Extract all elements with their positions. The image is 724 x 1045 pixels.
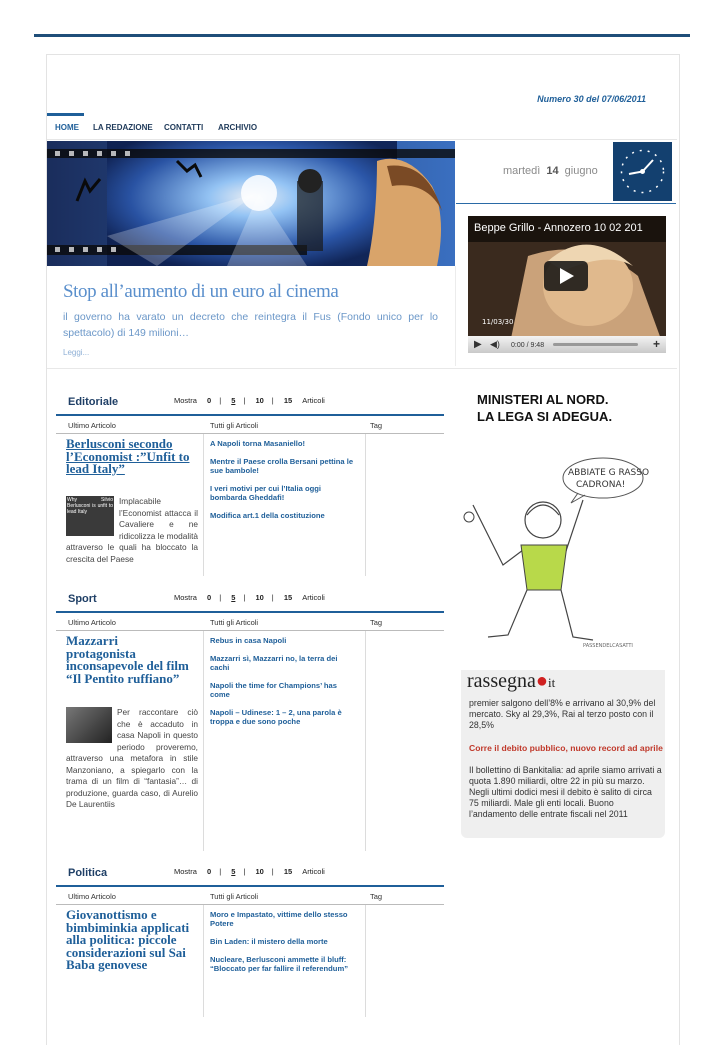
- show-option-5[interactable]: 5: [231, 593, 236, 602]
- article-link[interactable]: Modifica art.1 della costituzione: [210, 511, 325, 520]
- cartoon-title-line: LA LEGA SI ADEGUA.: [477, 409, 613, 424]
- show-option-0[interactable]: 0: [207, 593, 212, 602]
- date-weekday: martedì: [503, 165, 541, 177]
- nav-archivio[interactable]: ARCHIVIO: [218, 123, 258, 132]
- svg-text:11/03/30: 11/03/30: [482, 318, 514, 326]
- section-sport: [56, 583, 448, 855]
- feature-summary: il governo ha varato un decreto che reintegra il Fus (Fondo unico per lo spettacolo) di 149 milioni…: [63, 311, 438, 339]
- article-links: [210, 910, 358, 982]
- section-rule: [56, 414, 444, 416]
- cartoon-title-line: MINISTERI AL NORD.: [477, 392, 609, 407]
- video-time: 0:00 / 9:48: [511, 342, 545, 349]
- section-rule: [56, 885, 444, 887]
- video-player[interactable]: [468, 216, 666, 353]
- show-count-selector: [170, 593, 329, 602]
- rassegna-logo-mark: ●: [535, 670, 548, 692]
- video-controls[interactable]: [468, 336, 666, 353]
- article-link[interactable]: Moro e Impastato, vittime dello stesso Potere: [210, 910, 348, 928]
- article-links: [210, 439, 358, 529]
- col-latest: Ultimo Articolo: [68, 892, 116, 901]
- show-label: Mostra: [174, 396, 197, 405]
- column-rule: [56, 904, 444, 905]
- article-link[interactable]: I veri motivi per cui l’Italia oggi bombarda Gheddafi!: [210, 484, 321, 502]
- separator: |: [271, 867, 274, 876]
- show-count-selector: [170, 867, 329, 876]
- lead-article-title[interactable]: Mazzarri protagonista inconsapevole del film “Il Pentito ruffiano”: [66, 633, 189, 686]
- thumbnail-caption: Why Silvio Berlusconi is unfit to lead Italy: [67, 497, 113, 515]
- cartoon-image[interactable]: [463, 375, 668, 665]
- rassegna-headline[interactable]: Corre il debito pubblico, nuovo record ad aprile: [469, 743, 663, 753]
- read-more-link[interactable]: Leggi...: [63, 348, 90, 357]
- article-link[interactable]: Bin Laden: il mistero della morte: [210, 937, 328, 946]
- show-count-selector: [170, 396, 329, 405]
- show-suffix: Articoli: [302, 593, 325, 602]
- feature-banner-image[interactable]: [47, 141, 455, 266]
- col-all: Tutti gli Articoli: [210, 618, 259, 627]
- sidebar-rule: [456, 203, 676, 204]
- bubble-text-2: CADRONA!: [576, 480, 626, 490]
- column-divider: [203, 905, 204, 1017]
- nav-home[interactable]: HOME: [55, 123, 79, 132]
- separator: |: [219, 867, 222, 876]
- issue-number: Numero 30 del 07/06/2011: [537, 94, 646, 104]
- separator: |: [243, 593, 246, 602]
- article-links: [210, 636, 358, 735]
- volume-icon[interactable]: ◀): [490, 339, 500, 349]
- show-option-10[interactable]: 10: [255, 593, 264, 602]
- article-link[interactable]: Rebus in casa Napoli: [210, 636, 287, 645]
- col-latest: Ultimo Articolo: [68, 421, 116, 430]
- show-option-5[interactable]: 5: [231, 396, 236, 405]
- lead-excerpt-text: Per raccontare ciò che è accaduto in casa Napoli in questo periodo proveremo, attraverso una metafora in stile Manzoniano, a spiegarlo con la trama di un film di “fantasia”… di produzione, guarda caso, di Aurelio De Laurentiis: [66, 707, 198, 809]
- rassegna-snippet: premier salgono dell’8% e arrivano al 30,9% del mercato. Sky al 29,3%, Rai al terzo posto con il 28,5%: [469, 698, 656, 730]
- col-tag: Tag: [370, 618, 383, 627]
- col-all: Tutti gli Articoli: [210, 421, 259, 430]
- lead-article-title[interactable]: Berlusconi secondo l’Economist :”Unfit to lead Italy”: [66, 436, 190, 476]
- column-divider: [365, 631, 366, 851]
- article-link[interactable]: A Napoli torna Masaniello!: [210, 439, 306, 448]
- rassegna-logo[interactable]: [467, 670, 555, 693]
- show-option-10[interactable]: 10: [255, 396, 264, 405]
- column-divider: [365, 434, 366, 576]
- svg-text:PASSENDELCASATTI: PASSENDELCASATTI: [583, 643, 633, 649]
- show-suffix: Articoli: [302, 396, 325, 405]
- column-divider: [203, 631, 204, 851]
- section-title: Editoriale: [68, 396, 119, 408]
- rassegna-widget: [461, 670, 665, 838]
- main-nav: [47, 113, 677, 140]
- separator: |: [243, 867, 246, 876]
- separator: |: [219, 396, 222, 405]
- lead-article-excerpt: [66, 707, 198, 811]
- show-option-5[interactable]: 5: [231, 867, 236, 876]
- show-option-0[interactable]: 0: [207, 396, 212, 405]
- lead-article-title[interactable]: Giovanottismo e bimbiminkia applicati alla politica: piccole considerazioni sul Sai Baba genovese: [66, 907, 190, 972]
- show-option-15[interactable]: 15: [283, 593, 293, 602]
- article-link[interactable]: Nucleare, Berlusconi ammette il bluff: “Bloccato per far fallire il referendum”: [210, 955, 348, 973]
- video-progress-track[interactable]: [553, 343, 638, 346]
- article-link[interactable]: Mazzarri sì, Mazzarri no, la terra dei cachi: [210, 654, 338, 672]
- col-latest: Ultimo Articolo: [68, 618, 116, 627]
- section-editoriale: [56, 386, 448, 586]
- show-option-0[interactable]: 0: [207, 867, 212, 876]
- rassegna-logo-text: rassegna: [467, 670, 536, 692]
- column-divider: [365, 905, 366, 1017]
- date-month: giugno: [564, 165, 598, 177]
- section-politica: [56, 857, 448, 1017]
- nav-active-indicator: [47, 113, 84, 116]
- rassegna-body: Il bollettino di Bankitalia: ad aprile siamo arrivati a quota 1.890 miliardi, oltre 22 in più su marzo. Negli ultimi dodici mesi il debito è salito di circa 75 miliardi. Male gli enti locali. Buono l’andamento delle entrate fiscali nel 2011: [469, 765, 662, 819]
- col-tag: Tag: [370, 892, 383, 901]
- separator: |: [243, 396, 246, 405]
- separator: |: [271, 396, 274, 405]
- current-date: [503, 165, 598, 177]
- section-rule: [56, 611, 444, 613]
- feature-headline[interactable]: Stop all’aumento di un euro al cinema: [63, 281, 339, 302]
- play-icon[interactable]: ▶: [474, 339, 482, 350]
- show-option-15[interactable]: 15: [283, 396, 293, 405]
- col-tag: Tag: [370, 421, 383, 430]
- show-label: Mostra: [174, 867, 197, 876]
- show-option-15[interactable]: 15: [283, 867, 293, 876]
- article-link[interactable]: Mentre il Paese crolla Bersani pettina le sue bambole!: [210, 457, 354, 475]
- column-rule: [56, 630, 444, 631]
- date-day: 14: [546, 165, 559, 177]
- lead-article-excerpt: [66, 496, 198, 565]
- section-title: Politica: [68, 867, 108, 879]
- nav-contatti[interactable]: CONTATTI: [164, 123, 204, 132]
- article-link[interactable]: Napoli the time for Champions’ has come: [210, 681, 338, 699]
- fullscreen-icon[interactable]: +: [652, 337, 660, 351]
- separator: |: [219, 593, 222, 602]
- show-label: Mostra: [174, 593, 197, 602]
- nav-la-redazione[interactable]: LA REDAZIONE: [93, 123, 153, 132]
- article-thumbnail[interactable]: [66, 707, 112, 743]
- article-link[interactable]: Napoli – Udinese: 1 – 2, una parola è troppa e due sono poche: [210, 708, 342, 726]
- section-title: Sport: [68, 593, 97, 605]
- separator: |: [271, 593, 274, 602]
- clock-icon: [613, 142, 672, 201]
- col-all: Tutti gli Articoli: [210, 892, 259, 901]
- show-option-10[interactable]: 10: [255, 867, 264, 876]
- top-rule: [34, 34, 690, 37]
- column-rule: [56, 433, 444, 434]
- show-suffix: Articoli: [302, 867, 325, 876]
- video-title[interactable]: Beppe Grillo - Annozero 10 02 201: [474, 222, 643, 234]
- column-divider: [203, 434, 204, 576]
- rassegna-logo-suffix: it: [547, 675, 556, 690]
- bubble-text-1: ABBIATE G RASSO: [568, 468, 650, 478]
- lead-excerpt-text: Implacabile l’Economist attacca il Cavaliere e ne ridicolizza le modalità attraverso le quali ha bloccato la crescita del Paese: [66, 496, 198, 564]
- article-thumbnail[interactable]: [66, 496, 114, 536]
